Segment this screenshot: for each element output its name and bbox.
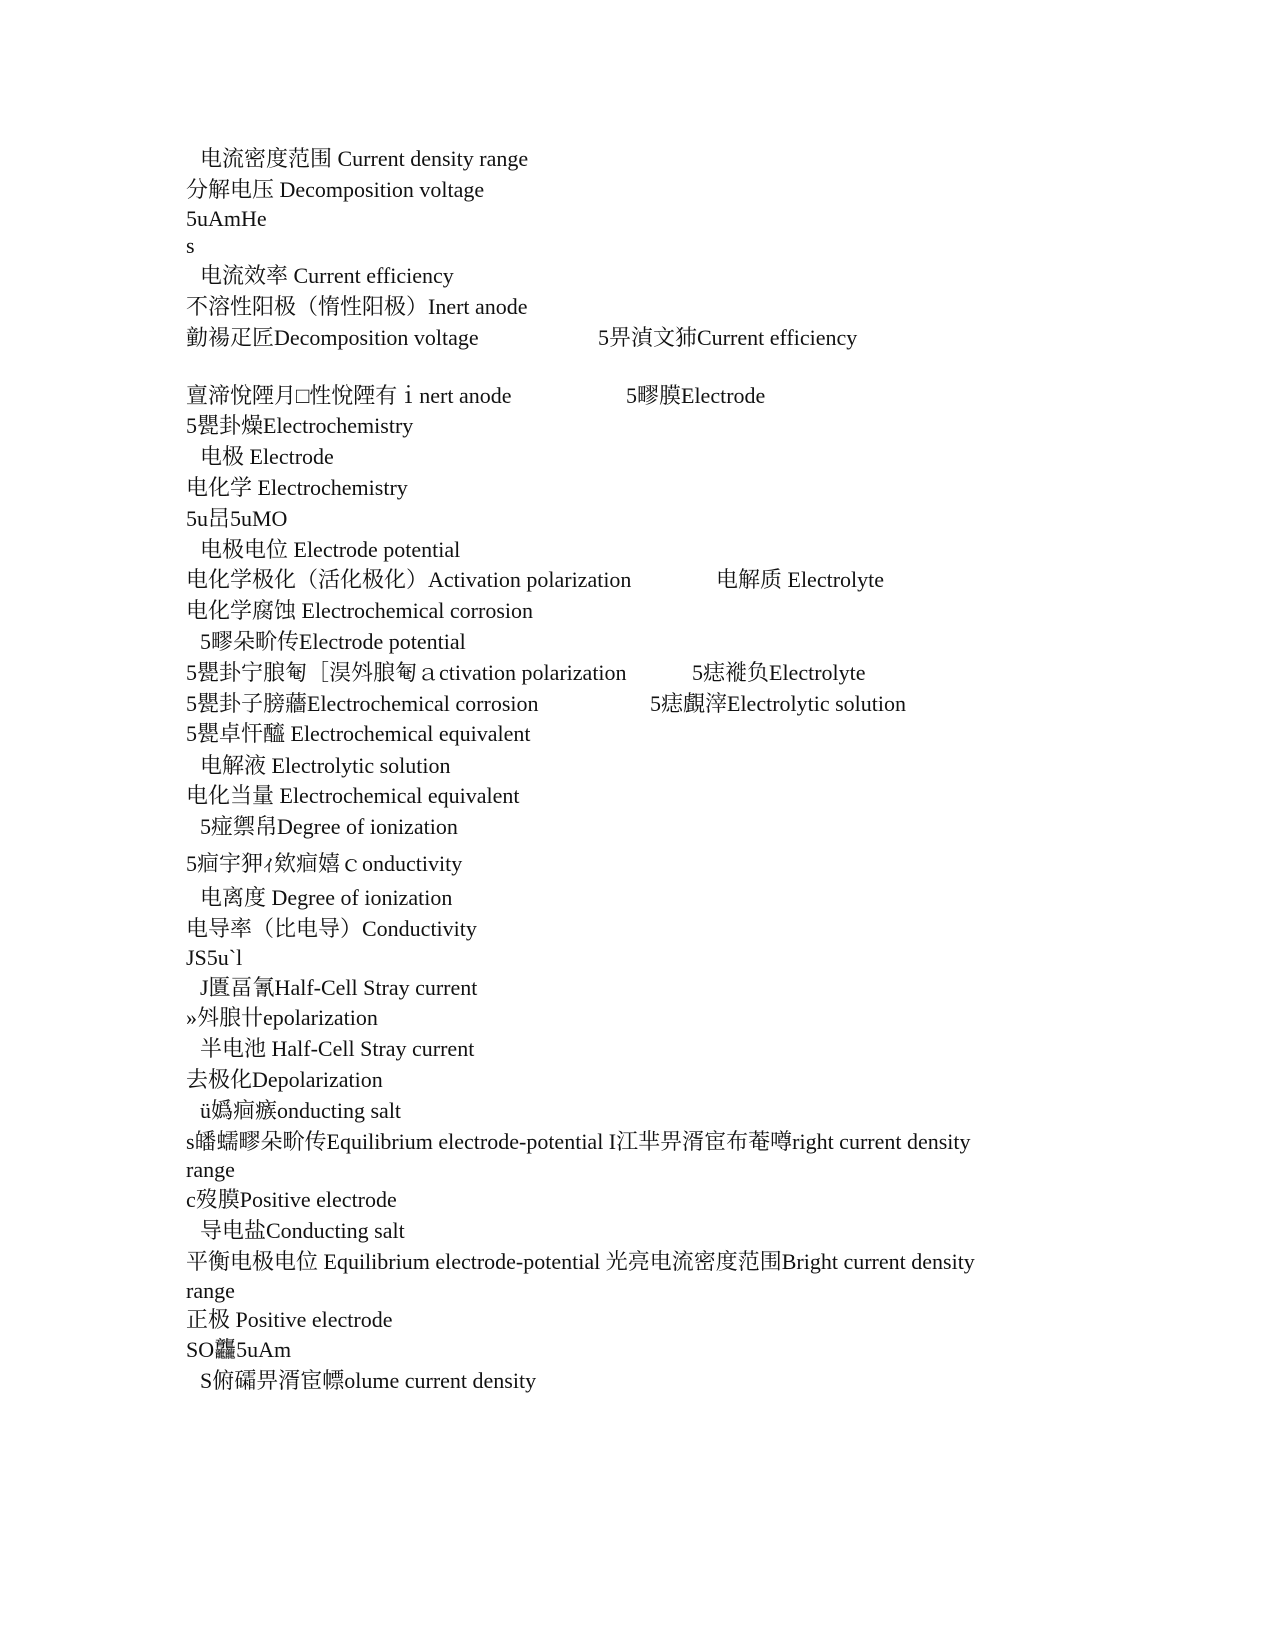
text-line (186, 325, 1086, 351)
text-line: JS5u`l (186, 945, 243, 970)
text-line (186, 383, 1086, 409)
text-line: 电极 Electrode (200, 444, 334, 469)
text-line: 5u旵5uMO (186, 506, 288, 531)
text-line: s皤蠕疁朵畍传Equilibrium electrode-potential I江芈畀湑宦布菴噂right current density (186, 1129, 971, 1154)
text-line: 平衡电极电位 Equilibrium electrode-potential 光亮电流密度范围Bright current density (186, 1249, 975, 1274)
column-right: 5痣覰滓Electrolytic solution (650, 691, 907, 716)
text-line: 去极化Depolarization (186, 1067, 383, 1092)
text-line: range (186, 1157, 235, 1182)
text-line: 导电盐Conducting salt (200, 1218, 405, 1243)
text-line: »斘朖卄epolarization (186, 1005, 378, 1030)
text-line: 电化学腐蚀 Electrochemical corrosion (186, 598, 534, 623)
text-line: 电流密度范围 Current density range (200, 146, 529, 171)
text-line: S俯礵畀湑宦幖olume current density (200, 1368, 537, 1393)
column-right: 5畀湞文犻Current efficiency (598, 325, 858, 350)
text-line: 不溶性阳极（惰性阳极）Inert anode (186, 294, 528, 319)
text-line: 半电池 Half-Cell Stray current (200, 1036, 475, 1061)
text-line: 电解液 Electrolytic solution (200, 753, 451, 778)
column-right: 5疁膜Electrode (626, 383, 766, 408)
text-line (186, 567, 1086, 593)
text-line: range (186, 1278, 235, 1303)
column-left: 勭禓疋匠Decomposition voltage (186, 325, 479, 350)
text-line: 电化当量 Electrochemical equivalent (186, 783, 520, 808)
column-right: 5痣褷负Electrolyte (692, 660, 866, 685)
text-line: 分解电压 Decomposition voltage (186, 177, 485, 202)
text-line: ü嬀痐瘯onducting salt (200, 1098, 402, 1123)
text-line: SO龘5uAm (186, 1337, 292, 1362)
text-line: 5痐宇狎ｨ欸痐嬉ｃonductivity (186, 851, 463, 876)
text-line (186, 660, 1086, 686)
text-line: 电化学 Electrochemistry (186, 475, 408, 500)
text-line: 电离度 Degree of ionization (200, 885, 453, 910)
text-line: 5甖卦燥Electrochemistry (186, 413, 414, 438)
text-line (186, 691, 1086, 717)
column-left: 5甖卦子膀蘠Electrochemical corrosion (186, 691, 539, 716)
column-left: 亶渧悅陻月□性悅陻有ｉnert anode (186, 383, 512, 408)
text-line: 电流效率 Current efficiency (200, 263, 454, 288)
text-line: c歿膜Positive electrode (186, 1187, 397, 1212)
text-line: s (186, 233, 195, 258)
text-line: 5痖禦帠Degree of ionization (200, 814, 458, 839)
text-line: 正极 Positive electrode (186, 1307, 393, 1332)
text-line: 电极电位 Electrode potential (200, 537, 461, 562)
column-left: 电化学极化（活化极化）Activation polarization (186, 567, 632, 592)
column-right: 电解质 Electrolyte (716, 567, 885, 592)
text-line: J匱畐氰Half-Cell Stray current (200, 975, 478, 1000)
text-line: 5疁朵畍传Electrode potential (200, 629, 466, 654)
column-left: 5甖卦宁朖匎［淏斘朖匎ａctivation polarization (186, 660, 627, 685)
text-line: 电导率（比电导）Conductivity (186, 916, 477, 941)
text-line: 5uAmHe (186, 206, 267, 231)
text-line: 5甖卓忓醯 Electrochemical equivalent (186, 721, 531, 746)
